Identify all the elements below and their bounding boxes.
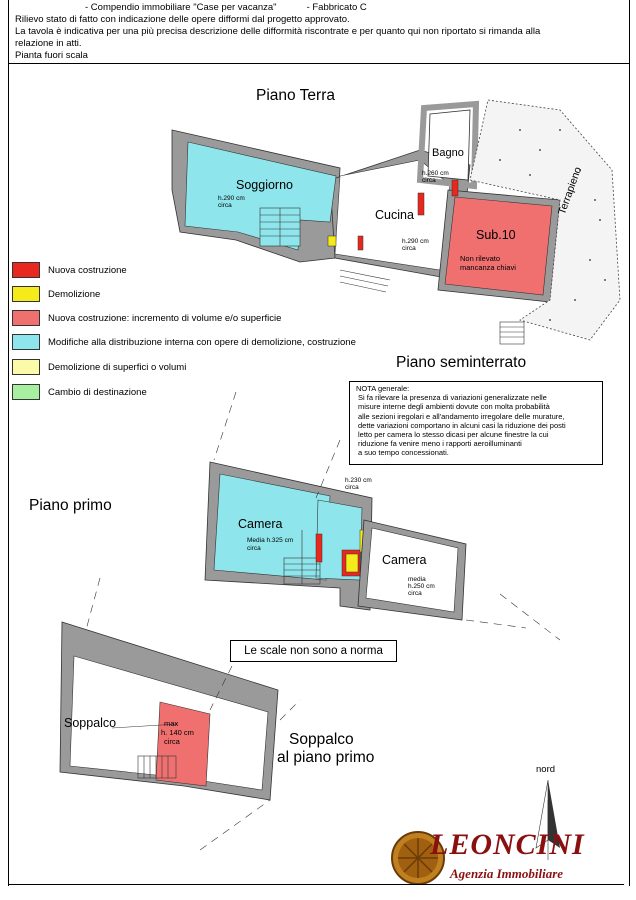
room-height-bagno: h.260 cm bbox=[422, 170, 449, 177]
soppalco-plan bbox=[60, 578, 300, 850]
legend-label: Demolizione bbox=[48, 288, 101, 300]
legend-label: Nuova costruzione bbox=[48, 264, 127, 276]
nota-line: dette variazioni comportano in alcuni casi la riduzione dei posti bbox=[358, 420, 566, 430]
room-circa-cucina: circa bbox=[402, 245, 416, 252]
sub10-area bbox=[445, 197, 552, 295]
room-circa-camera-1: circa bbox=[247, 545, 261, 552]
legend-label: Cambio di destinazione bbox=[48, 386, 147, 398]
nota-line: letto per camera lo stesso dicasi per alcune finestre la cui bbox=[358, 430, 549, 440]
new-construction-mark bbox=[418, 193, 424, 215]
header-title-left: - Compendio immobiliare "Case per vacanza" bbox=[85, 2, 277, 13]
room-max-soppalco: max bbox=[164, 719, 179, 728]
legend-label: Demolizione di superfici o volumi bbox=[48, 361, 187, 373]
soggiorno-stair bbox=[260, 208, 300, 246]
cucina-steps bbox=[340, 270, 390, 292]
legend-swatch-pink bbox=[12, 310, 40, 326]
nota-line: alle sezioni iregolari e all'andamento irregolare delle murature, bbox=[358, 411, 565, 421]
floor-title-soppalco-piano-primo: al piano primo bbox=[277, 749, 375, 766]
legend-item bbox=[12, 384, 147, 400]
room-circa-camera-2: circa bbox=[408, 590, 422, 597]
room-height-soppalco: h. 140 cm bbox=[161, 728, 194, 737]
stair-height: h.230 cm bbox=[345, 477, 372, 484]
floor-title-soppalco: Soppalco bbox=[289, 731, 354, 748]
legend-item bbox=[12, 334, 356, 350]
header-line-2: Rilievo stato di fatto con indicazione delle opere difformi dal progetto approvato. bbox=[15, 14, 350, 25]
nota-line: Si fa rilevare la presenza di variazioni generalizzate nelle bbox=[358, 393, 547, 403]
new-construction-mark bbox=[316, 534, 322, 562]
room-circa-soppalco: circa bbox=[164, 737, 180, 746]
stair-circa: circa bbox=[345, 484, 359, 491]
room-label-soggiorno: Soggiorno bbox=[236, 178, 293, 192]
room-label-sub10: Sub.10 bbox=[476, 228, 516, 242]
logo-name: LEONCINI bbox=[430, 828, 585, 861]
legend-swatch-cyan bbox=[12, 334, 40, 350]
north-label: nord bbox=[536, 764, 556, 775]
entrance-steps bbox=[500, 322, 524, 344]
label-terrapieno: Terrapieno bbox=[556, 165, 585, 217]
nota-line: misure interne degli ambienti dovute con molta probabilità bbox=[358, 402, 550, 412]
room-note-sub10-1: Non rilevato bbox=[460, 254, 501, 263]
header-title-right: - Fabbricato C bbox=[306, 2, 367, 13]
header-line-3: La tavola è indicativa per una più precisa descrizione delle difformità riscontrate e per quanto qui non riportato si rimanda alla bbox=[15, 26, 541, 37]
nota-title: NOTA generale: bbox=[356, 384, 410, 393]
room-circa-soggiorno: circa bbox=[218, 202, 232, 209]
logo-subtitle: Agenzia Immobiliare bbox=[450, 866, 564, 881]
floor-title-piano-seminterrato: Piano seminterrato bbox=[396, 354, 527, 371]
bottom-divider bbox=[8, 884, 624, 885]
room-height-camera-2: h.250 cm bbox=[408, 583, 435, 590]
header-line-5: Pianta fuori scala bbox=[15, 50, 88, 61]
floor-title-piano-primo: Piano primo bbox=[29, 497, 112, 514]
room-height-cucina: h.290 cm bbox=[402, 238, 429, 245]
room-label-bagno: Bagno bbox=[432, 147, 464, 159]
stairs-warning-box: Le scale non sono a norma bbox=[230, 640, 397, 662]
legend-label: Nuova costruzione: incremento di volume e/o superficie bbox=[48, 312, 282, 324]
room-height-camera-1: Media h.325 cm bbox=[247, 537, 294, 544]
legend-item bbox=[12, 310, 281, 326]
room-height-soggiorno: h.290 cm bbox=[218, 195, 245, 202]
room-label-camera-2: Camera bbox=[382, 553, 427, 567]
legend-swatch-red bbox=[12, 262, 40, 278]
room-label-soppalco: Soppalco bbox=[64, 716, 117, 730]
legend-swatch-light-yellow bbox=[12, 359, 40, 375]
legend-item bbox=[12, 262, 127, 278]
nota-generale-box bbox=[349, 381, 603, 465]
floor-title-piano-terra: Piano Terra bbox=[256, 87, 335, 104]
legend-item bbox=[12, 286, 100, 302]
demolition-mark bbox=[328, 236, 336, 246]
nota-line: a suo tempo concessionati. bbox=[358, 448, 449, 458]
new-construction-mark bbox=[358, 236, 363, 250]
room-media-camera-2: media bbox=[408, 576, 426, 583]
demolition-mark bbox=[346, 554, 358, 572]
nota-line: riduzione fa venire meno i rapporti aeroilluminanti bbox=[358, 439, 522, 449]
legend-swatch-green bbox=[12, 384, 40, 400]
legend-label: Modifiche alla distribuzione interna con opere di demolizione, costruzione bbox=[48, 336, 356, 348]
room-label-cucina: Cucina bbox=[375, 208, 414, 222]
room-circa-bagno: circa bbox=[422, 177, 436, 184]
new-construction-mark bbox=[452, 180, 458, 196]
legend-item bbox=[12, 359, 186, 375]
piano-terra-plan bbox=[172, 100, 620, 344]
header-line-4: relazione in atti. bbox=[15, 38, 82, 49]
room-label-camera-1: Camera bbox=[238, 517, 283, 531]
legend-swatch-yellow bbox=[12, 286, 40, 302]
room-note-sub10-2: mancanza chiavi bbox=[460, 263, 516, 272]
